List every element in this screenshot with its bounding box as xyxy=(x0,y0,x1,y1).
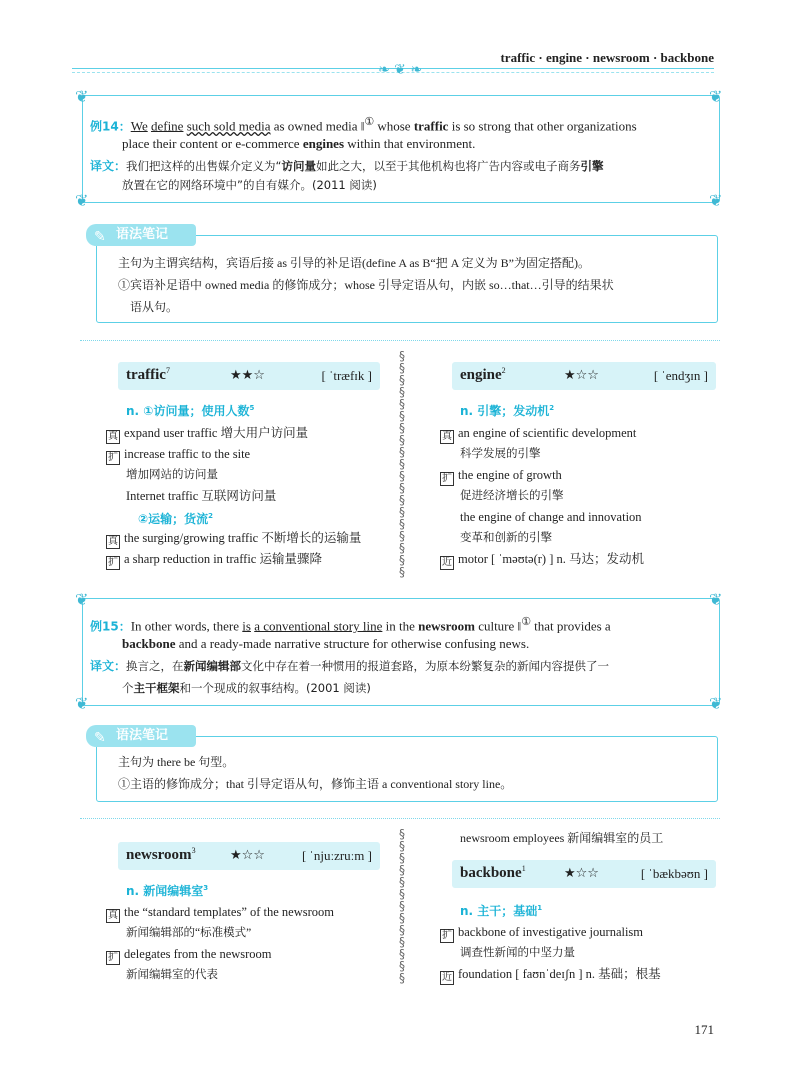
example-14-translation-line2: 放置在它的网络环境中”的自有媒介。(2011 阅读) xyxy=(122,178,377,192)
page-number: 171 xyxy=(694,1022,714,1037)
translation-label: 译文 xyxy=(90,659,115,673)
frequency-stars: ★☆☆ xyxy=(564,368,599,383)
column-divider: § § § § § § § § § § § § § § § § § § § xyxy=(399,350,405,579)
column-divider: § § § § § § § § § § § § § xyxy=(399,828,405,985)
keyword: traffic xyxy=(413,118,449,134)
corner-ornament-icon: ❦ xyxy=(75,87,89,106)
text: and a ready-made narrative structure for otherwise confusing news. xyxy=(175,636,530,651)
grammar-note-tab xyxy=(86,224,196,246)
text: within that environment. xyxy=(344,136,476,151)
running-header: traffic · engine · newsroom · backbone xyxy=(500,50,714,65)
usage-item: 新闻编辑室的代表 xyxy=(126,969,218,981)
example-label: 例14 xyxy=(90,119,119,134)
headword: backbone$^1$ xyxy=(460,864,526,881)
usage-item: 真 expand user traffic 增大用户访问量 xyxy=(108,426,309,442)
keyword: newsroom xyxy=(418,618,475,634)
usage-item: 调查性新闻的中坚力量 xyxy=(460,947,575,959)
usage-item: 真 the “standard templates” of the newsroom xyxy=(108,905,334,921)
phonetic: [ ˈnjuːzruːm ] xyxy=(301,848,372,863)
part-of-speech: ②运输；货流$^2$ xyxy=(138,512,214,526)
corner-ornament-icon: ❦ xyxy=(709,590,723,609)
header-ornament-icon: ❧ ❦ ❧ xyxy=(377,62,423,78)
usage-item: newsroom employees 新闻编辑室的员工 xyxy=(460,831,664,845)
verb: define xyxy=(150,118,184,134)
example-15-translation-line2: 个主干框架和一个现成的叙事结构。(2001 阅读) xyxy=(122,681,371,695)
text: as owned media ‖ xyxy=(270,118,365,134)
translation-label: 译文 xyxy=(90,159,115,173)
pen-icon: ✎ xyxy=(94,229,106,245)
part-of-speech: n. 引擎；发动机$^2$ xyxy=(460,404,555,418)
text: 如此之大，以至于其他机构也将广告内容或电子商务 xyxy=(316,159,581,173)
usage-item: 扩 delegates from the newsroom xyxy=(108,947,272,963)
example-14-sentence: 例14：We define such sold media as owned media ‖① whose traffic is so strong that other organizations xyxy=(90,116,637,134)
usage-item: 近 foundation [ faʊnˈdeɪʃn ] n. 基础；根基 xyxy=(442,967,661,983)
section-divider xyxy=(80,340,720,341)
usage-item: the engine of change and innovation xyxy=(460,510,642,524)
corner-ornament-icon: ❦ xyxy=(709,191,723,210)
frequency-stars: ★☆☆ xyxy=(564,866,599,881)
example-15-sentence: 例15：In other words, there is a conventional story line in the newsroom culture ‖① that provides a xyxy=(90,616,611,634)
headword: engine$^2$ xyxy=(460,366,506,383)
subject: We xyxy=(130,118,148,134)
corner-ornament-icon: ❦ xyxy=(75,191,89,210)
pen-icon: ✎ xyxy=(94,730,106,746)
note-tab-label: 语法笔记 xyxy=(116,227,169,242)
phonetic: [ ˈbækbəʊn ] xyxy=(640,866,708,881)
corner-ornament-icon: ❦ xyxy=(75,694,89,713)
usage-item: 真 the surging/growing traffic 不断增长的运输量 xyxy=(108,531,362,547)
usage-item: 扩 backbone of investigative journalism xyxy=(442,925,644,941)
usage-item: 真 an engine of scientific development xyxy=(442,426,637,442)
phonetic: [ ˈendʒɪn ] xyxy=(653,368,708,383)
corner-ornament-icon: ❦ xyxy=(75,590,89,609)
phonetic: [ ˈtræfɪk ] xyxy=(321,368,372,383)
usage-item: 科学发展的引擎 xyxy=(460,448,541,460)
grammar-note-line: ①宾语补足语中 owned media 的修饰成分；whose 引导定语从句，内嵌 so…that…引导的结果状 xyxy=(118,278,614,292)
headword: traffic$^7$ xyxy=(126,366,170,383)
word-header-newsroom xyxy=(118,842,380,870)
word-header-traffic xyxy=(118,362,380,390)
usage-item: 扩 the engine of growth xyxy=(442,468,562,484)
text: In other words, there xyxy=(130,618,243,634)
keyword: 引擎 xyxy=(580,159,604,173)
part-of-speech: n. ①访问量；使用人数$^5$ xyxy=(126,404,255,418)
marker: ① xyxy=(364,116,375,128)
usage-item: 促进经济增长的引擎 xyxy=(460,490,564,502)
text: is so strong that other organizations xyxy=(448,118,637,134)
example-label: 例15 xyxy=(90,619,119,634)
grammar-note-line: 语从句。 xyxy=(130,300,179,314)
text: place their content or e-commerce xyxy=(122,136,303,151)
keyword: 访问量 xyxy=(281,159,316,173)
keyword: backbone xyxy=(122,636,176,651)
part-of-speech: n. 主干；基础$^1$ xyxy=(460,904,543,918)
text: 我们把这样的出售媒介定义为“ xyxy=(126,159,282,173)
headword: newsroom$^3$ xyxy=(126,846,196,863)
section-divider xyxy=(80,818,720,819)
grammar-note-line: ①主语的修饰成分；that 引导定语从句，修饰主语 a conventional story line。 xyxy=(118,777,513,791)
grammar-note-line: 主句为主谓宾结构，宾语后接 as 引导的补足语(define A as B“把 A 定义为 B”为固定搭配)。 xyxy=(118,256,590,270)
corner-ornament-icon: ❦ xyxy=(709,87,723,106)
text: whose xyxy=(374,118,414,134)
frequency-stars: ★☆☆ xyxy=(230,848,265,863)
usage-item: 变革和创新的引擎 xyxy=(460,532,552,544)
example-14-line2 xyxy=(122,133,475,154)
word-header-backbone xyxy=(452,860,716,888)
corner-ornament-icon: ❦ xyxy=(709,694,723,713)
frequency-stars: ★★☆ xyxy=(230,368,265,383)
example-14-translation: 译文：我们把这样的出售媒介定义为“访问量如此之大，以至于其他机构也将广告内容或电子商务引擎 xyxy=(90,159,604,173)
word-header-engine xyxy=(452,362,716,390)
grammar-note-line: 主句为 there be 句型。 xyxy=(118,755,235,769)
subject: a conventional story line xyxy=(254,618,383,634)
usage-item: 增加网站的访问量 xyxy=(126,469,218,481)
part-of-speech: n. 新闻编辑室$^3$ xyxy=(126,884,209,898)
object: such sold media xyxy=(186,118,271,134)
keyword: engines xyxy=(302,136,344,151)
usage-item: Internet traffic 互联网访问量 xyxy=(126,489,277,503)
usage-item: 近 motor [ ˈməʊtə(r) ] n. 马达；发动机 xyxy=(442,552,644,568)
usage-item: 扩 increase traffic to the site xyxy=(108,447,251,463)
usage-item: 扩 a sharp reduction in traffic 运输量骤降 xyxy=(108,552,322,568)
note-tab-label: 语法笔记 xyxy=(116,728,169,743)
example-15-translation: 译文：换言之，在新闻编辑部文化中存在着一种惯用的报道套路，为原本纷繁复杂的新闻内容提供了一 xyxy=(90,659,610,673)
verb: is xyxy=(242,618,251,634)
grammar-note-tab xyxy=(86,725,196,747)
usage-item: 新闻编辑部的“标准模式” xyxy=(126,927,252,939)
example-15-line2 xyxy=(122,633,529,654)
